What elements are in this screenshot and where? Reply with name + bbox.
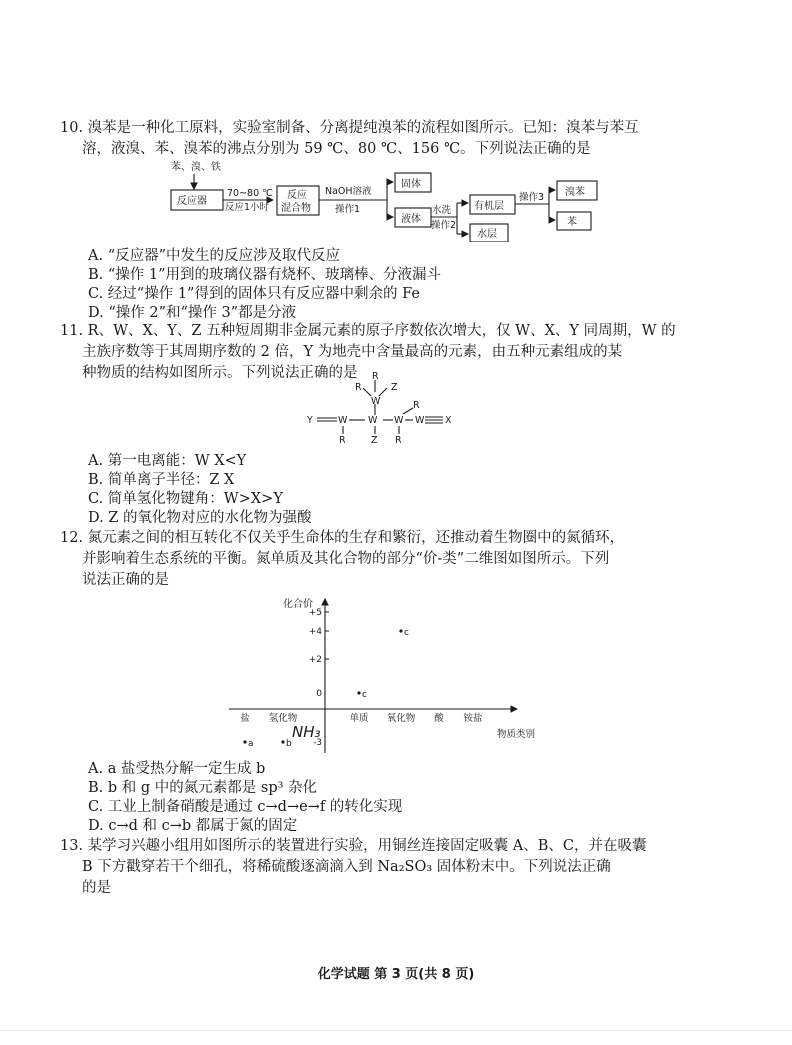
flow-mixture-line2: 混合物 bbox=[281, 203, 311, 214]
flow-water-layer: 水层 bbox=[477, 229, 497, 240]
q12-options bbox=[88, 760, 728, 836]
chart-x-axis-label: 物质类别 bbox=[497, 729, 535, 740]
q10-option-c: C. 经过“操作 1”得到的固体只有反应器中剩余的 Fe bbox=[88, 286, 420, 302]
q10-option-b: B. “操作 1”用到的玻璃仪器有烧杯、玻璃棒、分液漏斗 bbox=[88, 267, 442, 283]
q12-option-b: B. b 和 g 中的氮元素都是 sp³ 杂化 bbox=[88, 780, 318, 796]
atom-z-bottom: Z bbox=[371, 435, 378, 446]
q12-option-d: D. c→d 和 c→b 都属于氮的固定 bbox=[88, 818, 298, 834]
flow-reagents: 苯、溴、铁 bbox=[171, 162, 221, 173]
flow-naoh: NaOH溶液 bbox=[325, 186, 372, 197]
chart-y-tick-label: +5 bbox=[308, 608, 322, 618]
atom-r-bottom-1: R bbox=[339, 435, 346, 446]
q12-option-c: C. 工业上制备硝酸是通过 c→d→e→f 的转化实现 bbox=[88, 799, 403, 815]
q11-option-a: A. 第一电离能：W X<Y bbox=[88, 453, 247, 469]
flow-liquid: 液体 bbox=[401, 214, 421, 225]
flow-mixture-line1: 反应 bbox=[287, 190, 307, 201]
question-13-stem bbox=[60, 836, 732, 899]
q13-line-2: B 下方戳穿若干个细孔，将稀硫酸逐滴滴入到 Na₂SO₃ 固体粉末中。下列说法正确 bbox=[82, 859, 611, 875]
chart-handwritten-nh3: NH₃ bbox=[292, 723, 321, 741]
question-10-stem bbox=[60, 118, 732, 160]
chart-y-tick-label: +4 bbox=[308, 627, 322, 637]
chart-point-b bbox=[281, 740, 284, 743]
chart-point-a bbox=[243, 740, 246, 743]
chart-x-category-label: 氢化物 bbox=[268, 713, 298, 724]
flow-organic-layer: 有机层 bbox=[474, 201, 504, 212]
atom-w-4: W bbox=[415, 415, 425, 426]
q10-line-2: 溶，液溴、苯、溴苯的沸点分别为 59 ℃、80 ℃、156 ℃。下列说法正确的是 bbox=[82, 141, 591, 157]
chart-point-label: b bbox=[286, 739, 292, 749]
flow-op1: 操作1 bbox=[335, 204, 361, 215]
q12-option-a: A. a 盐受热分解一定生成 b bbox=[88, 761, 266, 777]
flow-benzene: 苯 bbox=[567, 217, 577, 228]
page-bottom-divider bbox=[0, 1030, 792, 1031]
q10-flow-diagram bbox=[165, 160, 615, 242]
chart-x-category-label: 单质 bbox=[349, 713, 369, 724]
flow-cond-temp: 70~80 ℃ bbox=[227, 188, 273, 199]
q11-line-3: 种物质的结构如图所示。下列说法正确的是 bbox=[82, 365, 358, 381]
chart-y-tick-label: +2 bbox=[308, 655, 322, 665]
q12-line-3: 说法正确的是 bbox=[82, 572, 169, 588]
flow-bromobenzene: 溴苯 bbox=[565, 187, 585, 198]
atom-x: X bbox=[445, 415, 452, 426]
flow-op2: 操作2 bbox=[431, 220, 457, 231]
q11-option-b: B. 简单离子半径：Z X bbox=[88, 472, 235, 488]
flow-wash: 水洗 bbox=[432, 205, 452, 216]
atom-y: Y bbox=[307, 415, 313, 426]
q13-line-1: 13. 某学习兴趣小组用如图所示的装置进行实验，用铜丝连接固定吸囊 A、B、C，并在吸囊 bbox=[60, 838, 647, 854]
flow-cond-time: 反应1小时 bbox=[225, 202, 270, 213]
atom-r-left: R bbox=[355, 382, 362, 393]
chart-point-label: c bbox=[404, 628, 409, 638]
atom-w-2: W bbox=[368, 415, 378, 426]
chart-x-category-label: 氧化物 bbox=[386, 713, 416, 724]
q13-line-3: 的是 bbox=[82, 880, 111, 896]
chart-y-tick-label: 0 bbox=[316, 689, 322, 699]
atom-r-right: R bbox=[413, 400, 420, 411]
q12-valence-chart bbox=[225, 585, 535, 755]
question-12-stem bbox=[60, 528, 732, 591]
atom-r-top: R bbox=[372, 371, 379, 382]
q10-options bbox=[88, 247, 728, 323]
q10-option-a: A. “反应器”中发生的反应涉及取代反应 bbox=[88, 248, 341, 264]
page-footer: 化学试题 第 3 页(共 8 页) bbox=[317, 967, 475, 982]
q12-line-2: 并影响着生态系统的平衡。氮单质及其化合物的部分“价-类”二维图如图所示。下列 bbox=[82, 551, 610, 567]
q11-options bbox=[88, 452, 728, 528]
chart-x-category-label: 酸 bbox=[434, 713, 444, 724]
atom-r-bottom-2: R bbox=[395, 435, 402, 446]
q12-line-1: 12. 氮元素之间的相互转化不仅关乎生命体的生存和繁衍，还推动着生物圈中的氮循环， bbox=[60, 530, 625, 546]
atom-w-1: W bbox=[338, 415, 348, 426]
q11-option-c: C. 简单氢化物键角：W>X>Y bbox=[88, 491, 283, 507]
q10-option-d: D. “操作 2”和“操作 3”都是分液 bbox=[88, 305, 297, 321]
chart-y-axis-label: 化合价 bbox=[283, 599, 313, 610]
atom-w-upper: W bbox=[371, 396, 381, 407]
chart-x-category-label: 铵盐 bbox=[463, 713, 483, 724]
flow-reactor: 反应器 bbox=[177, 196, 207, 207]
chart-point-c bbox=[399, 629, 402, 632]
chart-x-category-label: 盐 bbox=[240, 713, 250, 724]
chart-point-label: c bbox=[362, 690, 367, 700]
chart-y-tick-label: -3 bbox=[313, 738, 322, 748]
atom-w-3: W bbox=[394, 415, 404, 426]
q11-line-2: 主族序数等于其周期序数的 2 倍，Y 为地壳中含量最高的元素，由五种元素组成的某 bbox=[82, 344, 623, 360]
flow-solid: 固体 bbox=[401, 179, 421, 190]
q11-structure-diagram bbox=[305, 370, 465, 446]
atom-z-top: Z bbox=[391, 382, 398, 393]
q11-option-d: D. Z 的氧化物对应的水化物为强酸 bbox=[88, 510, 312, 526]
flow-op3: 操作3 bbox=[519, 192, 545, 203]
chart-point-label: a bbox=[248, 739, 254, 749]
q10-line-1: 10. 溴苯是一种化工原料，实验室制备、分离提纯溴苯的流程如图所示。已知：溴苯与苯互 bbox=[60, 120, 639, 136]
q11-line-1: 11. R、W、X、Y、Z 五种短周期非金属元素的原子序数依次增大，仅 W、X、Y 同周期，W 的 bbox=[60, 323, 676, 339]
chart-point-c bbox=[357, 691, 360, 694]
